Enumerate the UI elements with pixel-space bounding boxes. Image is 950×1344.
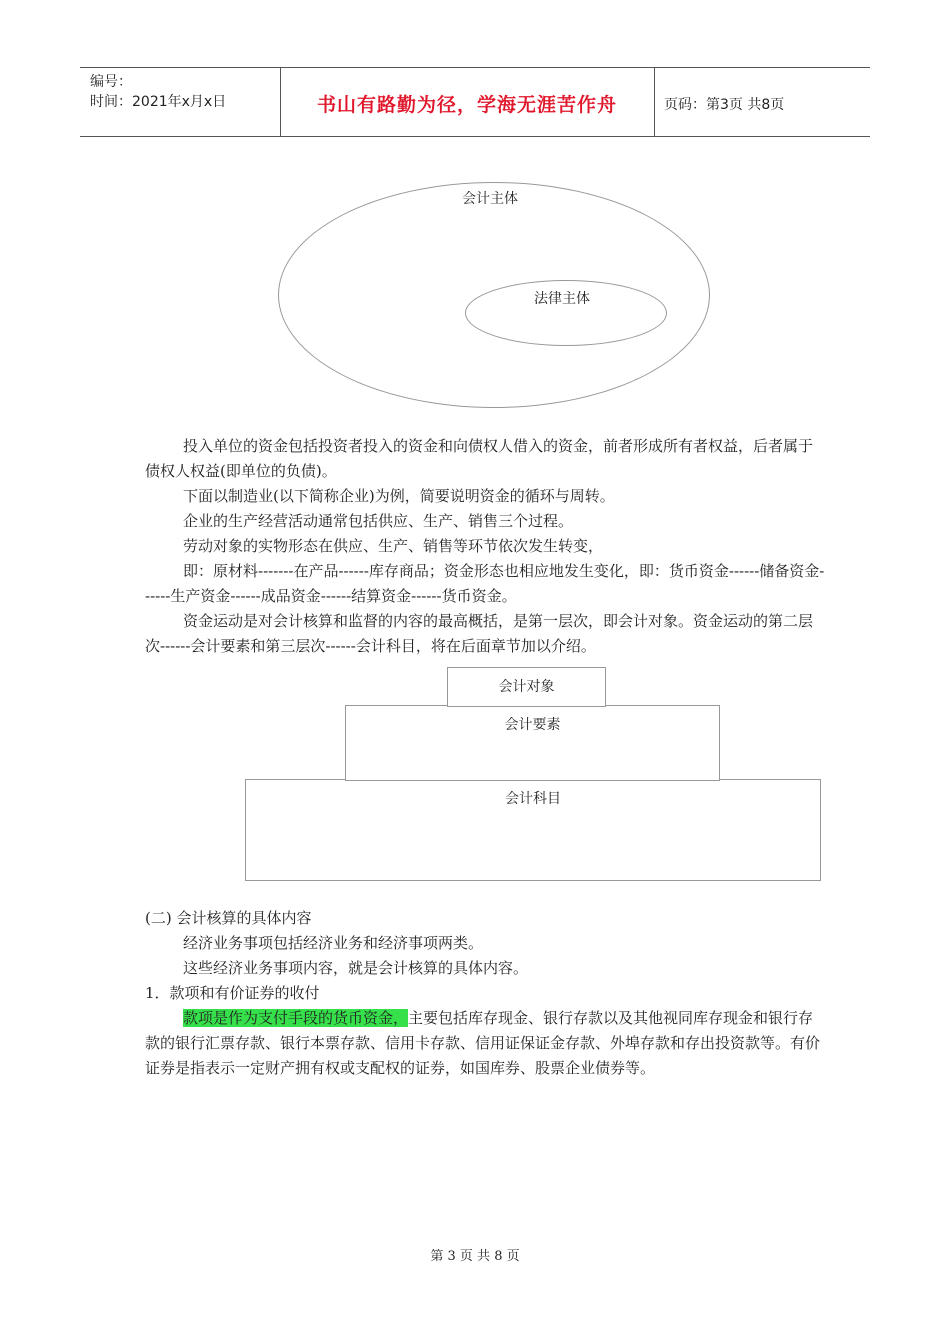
- highlighted-text: 款项是作为支付手段的货币资金，: [183, 1009, 409, 1027]
- accounting-account-label: 会计科目: [505, 791, 561, 807]
- item-title: 1．款项和有价证券的收付: [145, 984, 320, 1002]
- paragraph-text: 主要包括库存现金、银行存款以及其他视同库存现金和银行存款的银行汇票存款、银行本票存款、信用卡存款、信用证保证金存款、外埠存款和存出投资款等。有价证券是指表示一定财产拥有权或支配权的证券，如国库券、股票企业债券等。: [145, 1009, 821, 1077]
- time-label: 时间：2021年x月x日: [90, 94, 227, 110]
- paragraph: 这些经济业务事项内容，就是会计核算的具体内容。: [183, 959, 529, 977]
- code-label: 编号：: [90, 74, 132, 90]
- header-motto: 书山有路勤为径，学海无涯苦作舟: [316, 94, 617, 116]
- paragraph: 劳动对象的实物形态在供应、生产、销售等环节依次发生转变，: [183, 537, 604, 555]
- header-page-label: 页码：第3页 共8页: [664, 97, 785, 113]
- paragraph: 资金运动是对会计核算和监督的内容的最高概括，是第一层次，即会计对象。资金运动的第二层次------会计要素和第三层次------会计科目，将在后面章节加以介绍。: [145, 612, 814, 655]
- paragraph: [145, 1006, 825, 1081]
- accounting-object-box: [447, 667, 606, 707]
- accounting-account-box: [245, 779, 821, 881]
- paragraph: 下面以制造业(以下简称企业)为例，简要说明资金的循环与周转。: [183, 487, 615, 505]
- paragraph: 企业的生产经营活动通常包括供应、生产、销售三个过程。: [183, 512, 574, 530]
- header-divider: [280, 68, 281, 136]
- legal-entity-label: 法律主体: [534, 291, 590, 307]
- paragraph: 即：原材料-------在产品------库存商品；资金形态也相应地发生变化，即：货币资金------储备资金------生产资金------成品资金------结算资金------货币资金。: [145, 562, 825, 605]
- accounting-element-box: [345, 705, 720, 781]
- section-heading: (二) 会计核算的具体内容: [145, 909, 312, 927]
- page-footer: 第 3 页 共 8 页: [430, 1249, 520, 1264]
- header-divider: [654, 68, 655, 136]
- accounting-object-label: 会计对象: [498, 679, 555, 695]
- header-left: [90, 72, 226, 112]
- paragraph: 经济业务事项包括经济业务和经济事项两类。: [183, 934, 484, 952]
- accounting-entity-label: 会计主体: [462, 191, 518, 207]
- paragraph: 投入单位的资金包括投资者投入的资金和向债权人借入的资金，前者形成所有者权益，后者属于债权人权益(即单位的负债)。: [145, 437, 814, 480]
- page-header: [80, 67, 870, 137]
- accounting-element-label: 会计要素: [504, 717, 561, 733]
